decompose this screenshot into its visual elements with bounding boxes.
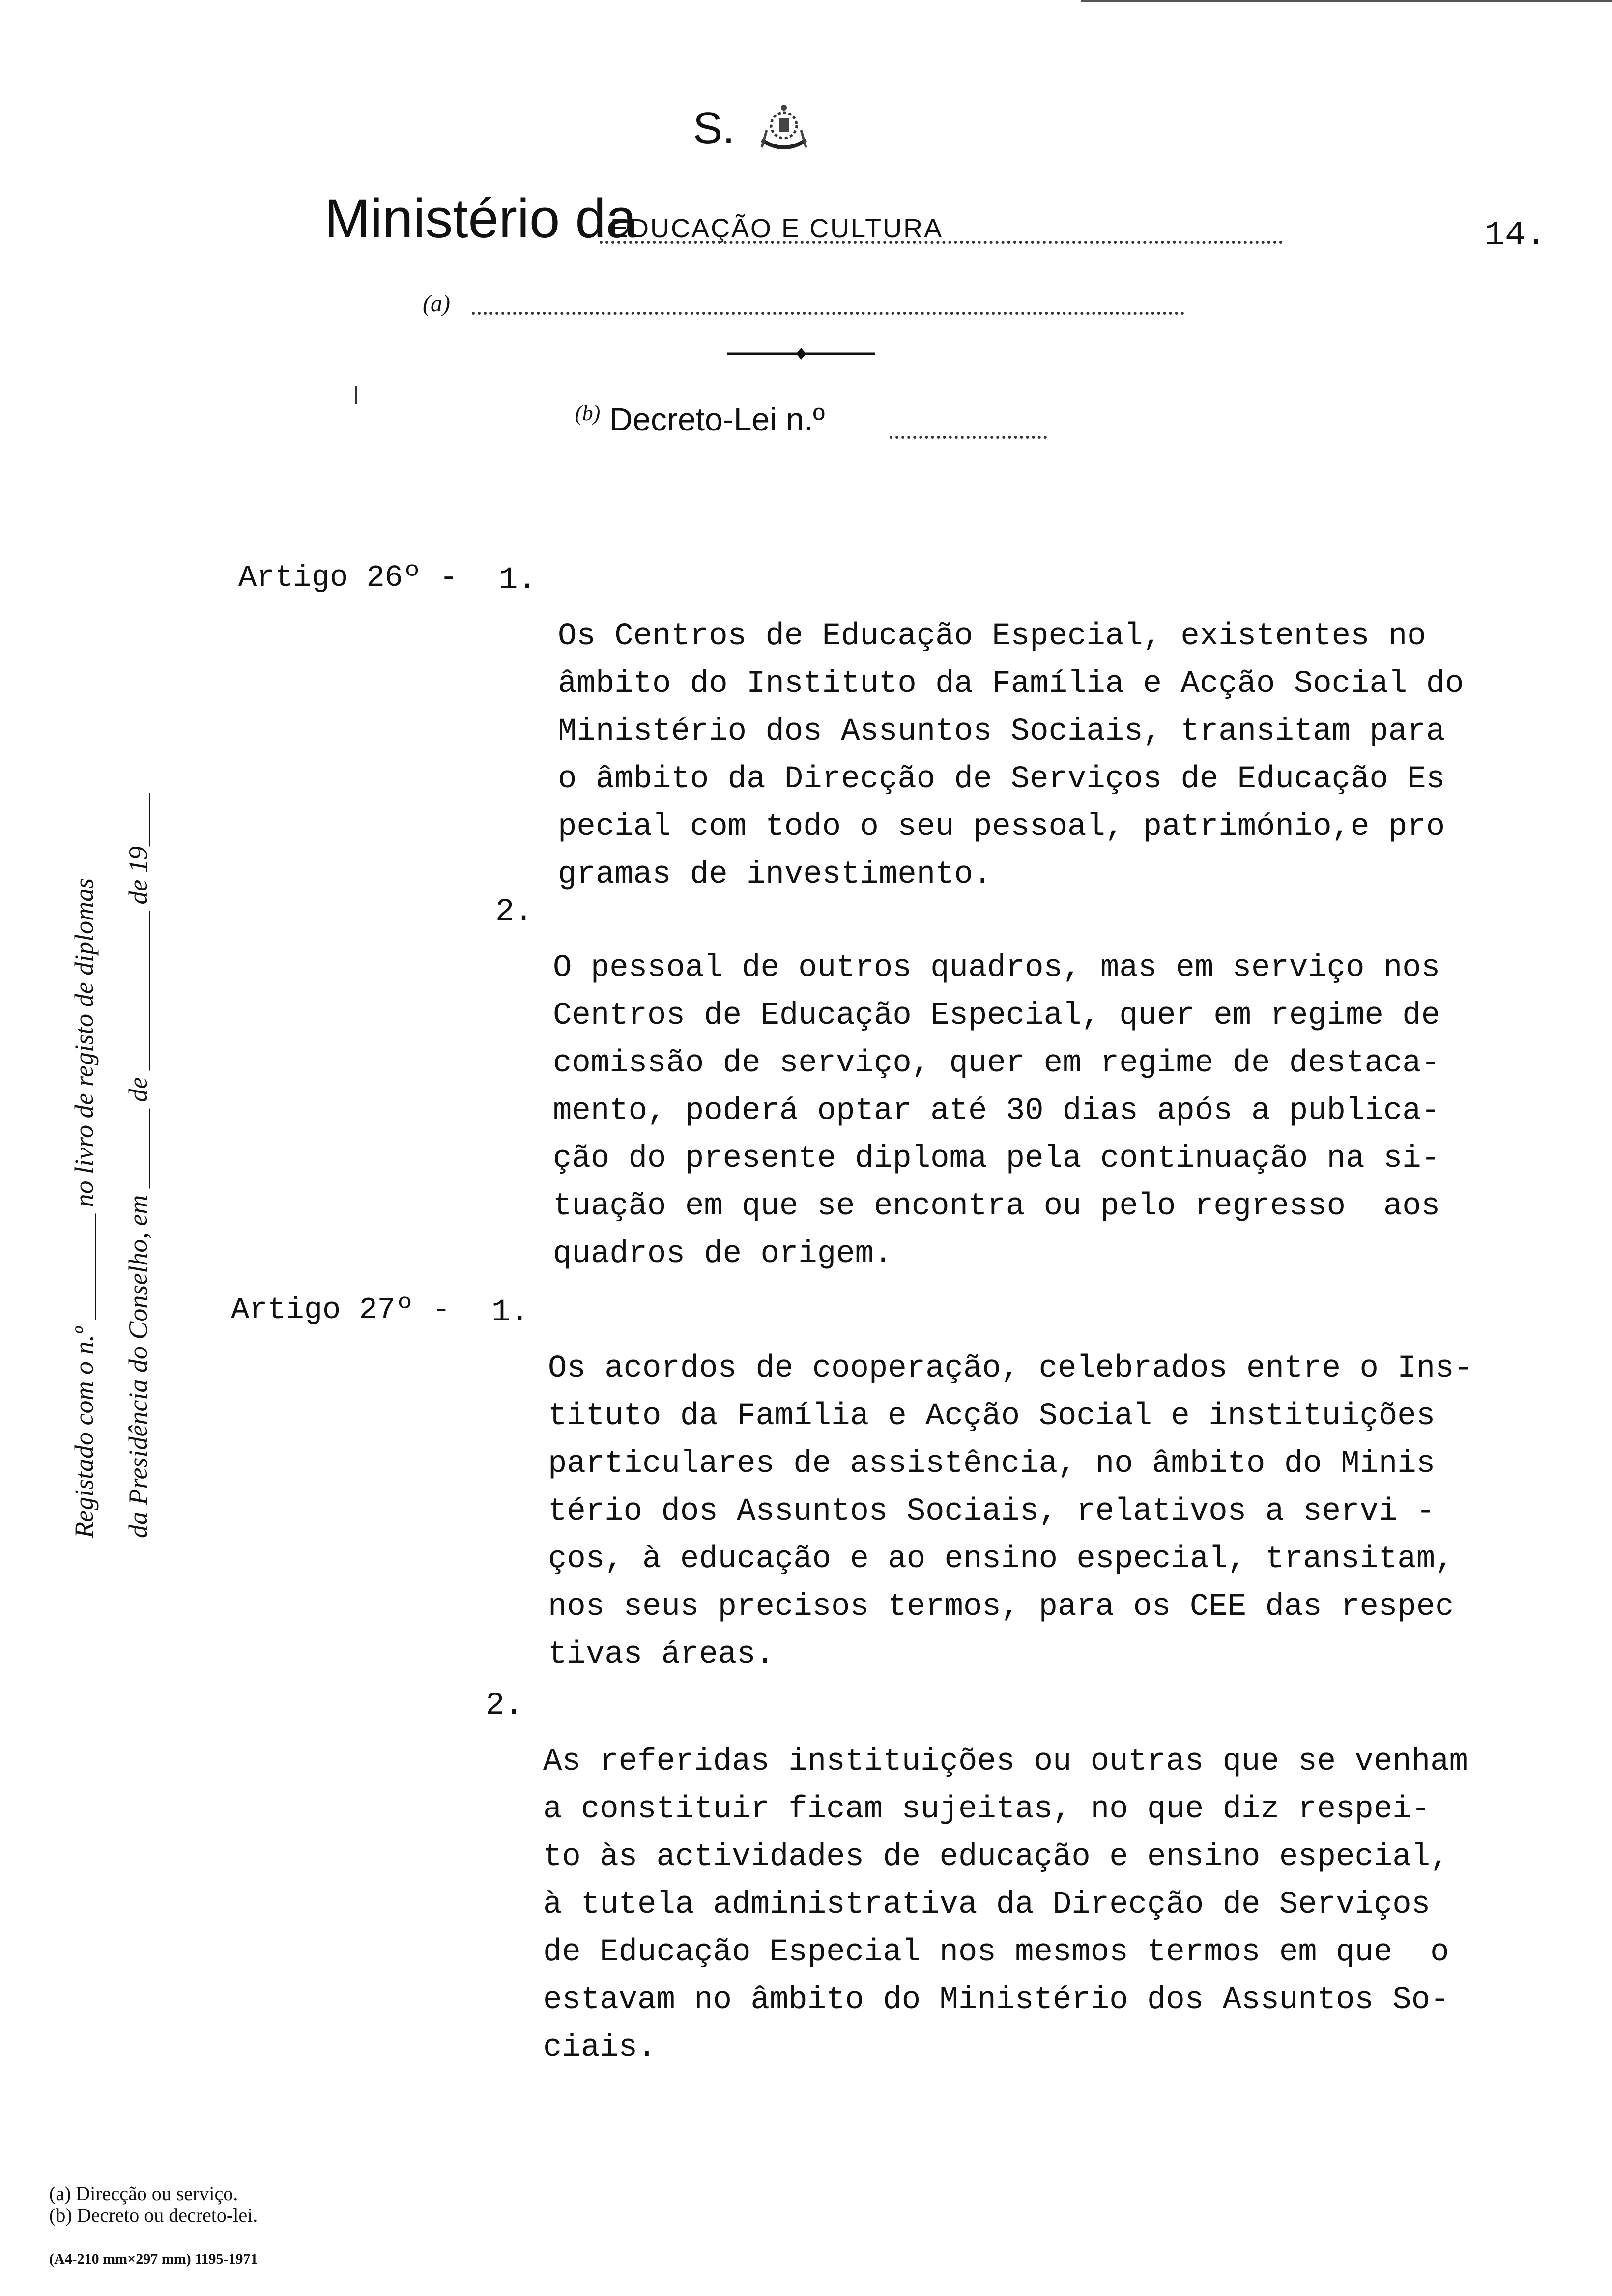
text-line: ciais.: [543, 2030, 657, 2066]
decree-label: [575, 401, 825, 438]
paper-format-note: (A4-210 mm×297 mm) 1195-1971: [49, 2251, 258, 2267]
text-line: Ministério dos Assuntos Sociais, transitam para: [558, 714, 1445, 749]
field-a-line: [423, 290, 1184, 319]
text-line: pecial com todo o seu pessoal, património,e pro: [558, 809, 1445, 845]
article-26-item-1-number: 1.: [499, 563, 537, 598]
decree-dotted-line: [890, 436, 1047, 439]
text-line: ços, à educação e ao ensino especial, transitam,: [548, 1542, 1454, 1577]
margin-tick: [355, 386, 357, 404]
text-line: âmbito do Instituto da Família e Acção Social do: [558, 666, 1464, 702]
registration-stamp: [64, 595, 197, 1538]
text-line: gramas de investimento.: [558, 857, 992, 892]
text-line: a constituir ficam sujeitas, no que diz respei-: [543, 1792, 1431, 1827]
text-line: quadros de origem.: [553, 1236, 893, 1272]
article-27-heading: Artigo 27º -: [231, 1292, 451, 1327]
ministry-name: EDUCAÇÃO E CULTURA: [610, 214, 944, 243]
text-line: O pessoal de outros quadros, mas em serviço nos: [553, 950, 1440, 986]
article-27-item-1-number: 1.: [491, 1295, 529, 1330]
text-line: tério dos Assuntos Sociais, relativos a servi -: [548, 1494, 1436, 1529]
stamp-line-2: da Presidência do Conselho, em ______ de ____________ de 19____: [123, 793, 153, 1538]
page-number: 14.: [1484, 216, 1547, 255]
article-27-item-2-number: 2.: [486, 1688, 523, 1723]
field-a-marker: (a): [423, 290, 450, 316]
footnote-b: (b) Decreto ou decreto-lei.: [49, 2204, 258, 2226]
footnote-a: (a) Direcção ou serviço.: [49, 2182, 238, 2205]
top-border-line: [1081, 0, 1612, 2]
article-26-item-2-text: [553, 897, 1440, 1326]
header-mark: S.: [693, 104, 735, 153]
text-line: Os acordos de cooperação, celebrados entre o Ins-: [548, 1351, 1473, 1386]
decree-text: Decreto-Lei n.º: [609, 401, 825, 437]
text-line: à tutela administrativa da Direcção de Serviços: [543, 1887, 1431, 1923]
text-line: de Educação Especial nos mesmos termos em que o: [543, 1935, 1449, 1970]
text-line: As referidas instituições ou outras que se venham: [543, 1744, 1468, 1779]
field-b-marker: (b): [575, 401, 601, 425]
text-line: ção do presente diploma pela continuação na si-: [553, 1141, 1440, 1177]
text-line: Centros de Educação Especial, quer em regime de: [553, 998, 1440, 1033]
article-26-item-1-text: [558, 565, 1464, 947]
article-26-item-2-number: 2.: [495, 894, 533, 930]
text-line: mento, poderá optar até 30 dias após a publica-: [553, 1093, 1440, 1129]
text-line: Os Centros de Educação Especial, existentes no: [558, 619, 1426, 654]
ministry-label: Ministério da: [324, 188, 636, 249]
text-line: comissão de serviço, quer em regime de destaca-: [553, 1046, 1440, 1081]
text-line: tuação em que se encontra ou pelo regresso aos: [553, 1189, 1440, 1224]
field-a-dotted-line: [472, 312, 1184, 315]
text-line: o âmbito da Direcção de Serviços de Educação Es: [558, 762, 1445, 797]
ministry-line: [324, 187, 1283, 251]
text-line: to às actividades de educação e ensino especial,: [543, 1839, 1449, 1875]
decree-line: [575, 401, 1047, 445]
text-line: tituto da Família e Acção Social e instituições: [548, 1399, 1436, 1434]
article-27-item-2-text: [543, 1691, 1468, 2120]
text-line: nos seus precisos termos, para os CEE das respec: [548, 1589, 1454, 1625]
text-line: particulares de assistência, no âmbito do Minis: [548, 1446, 1436, 1482]
coat-of-arms-icon: [752, 101, 816, 160]
article-26-heading: Artigo 26º -: [238, 560, 458, 595]
text-line: estavam no âmbito do Ministério dos Assuntos So-: [543, 1982, 1449, 2018]
text-line: tivas áreas.: [548, 1637, 775, 1672]
article-27-item-1-text: [548, 1297, 1473, 1726]
ministry-dotted-line: [600, 241, 1283, 244]
separator-ornament: [727, 344, 875, 364]
stamp-line-1: Registado com o n.º ________ no livro de registo de diplomas: [69, 878, 99, 1538]
